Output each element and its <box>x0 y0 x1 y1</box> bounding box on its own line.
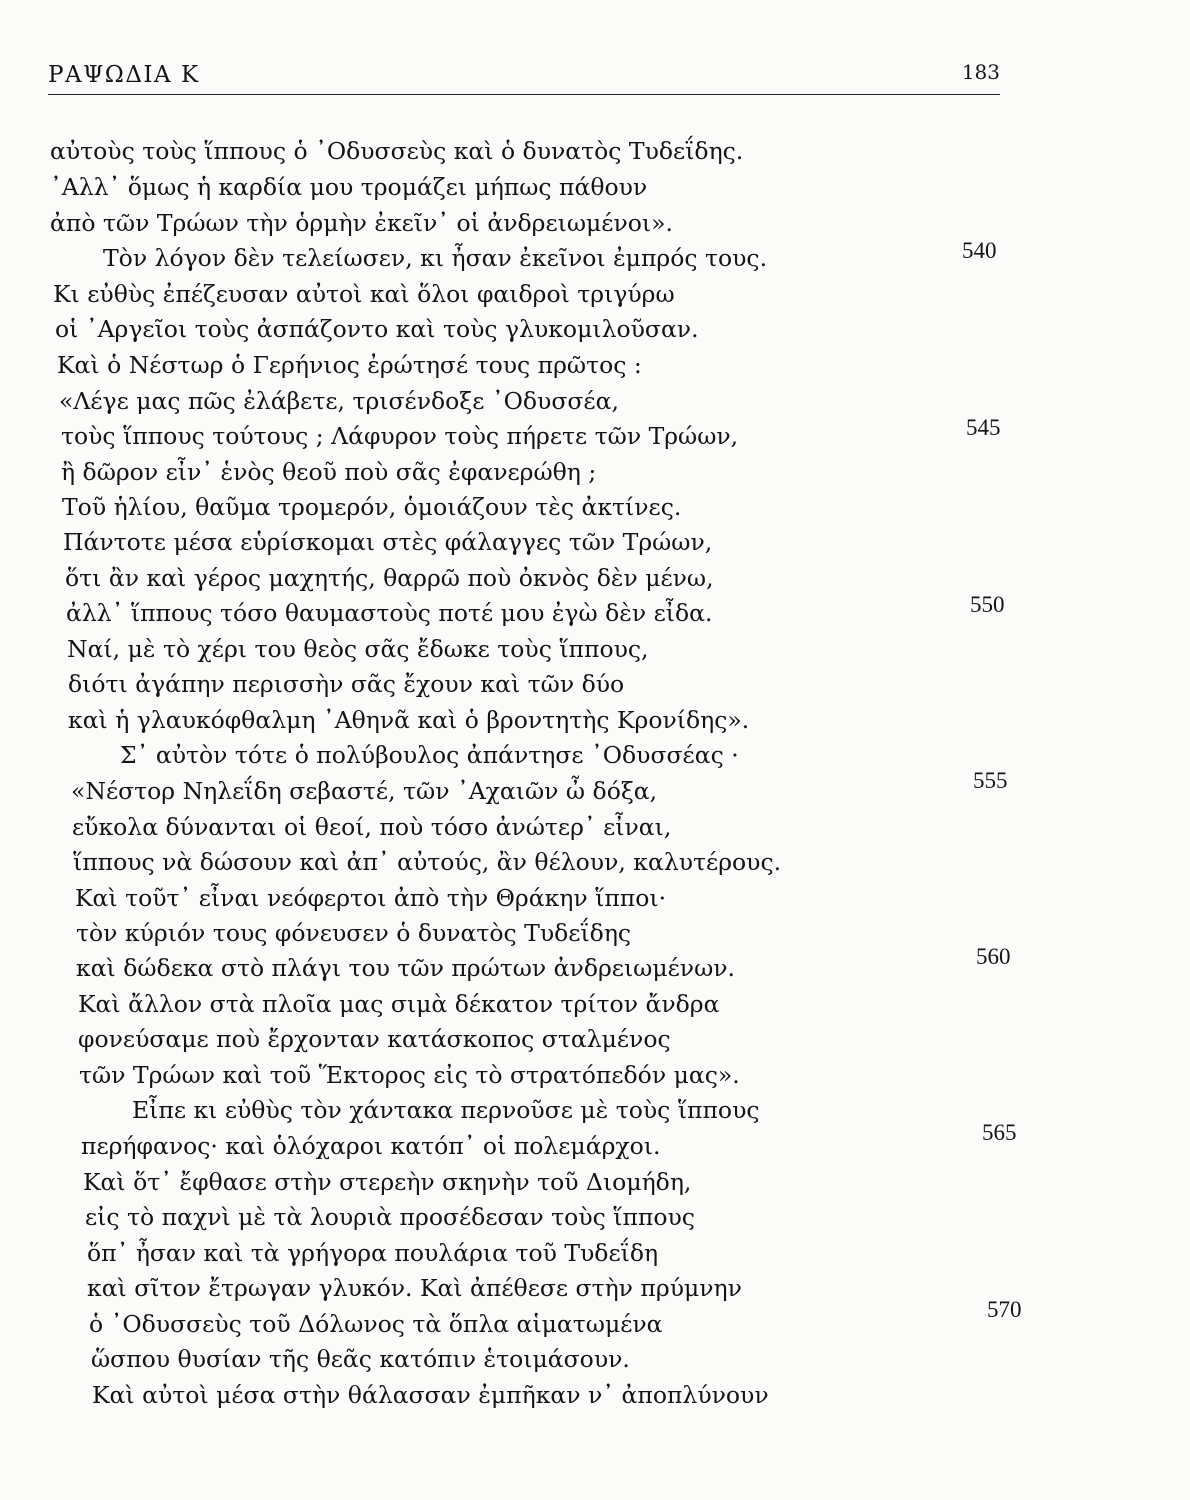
verse-line: «Νέστορ Νηλεΐδη σεβαστέ, τῶν ᾿Αχαιῶν ὦ δόξα, <box>71 777 658 805</box>
line-number-550: 550 <box>970 592 1005 617</box>
verse-line: Καὶ αὐτοὶ μέσα στὴν θάλασσαν ἐμπῆκαν ν᾿ ἀποπλύνουν <box>92 1381 769 1409</box>
verse-line: φονεύσαμε ποὺ ἔρχονταν κατάσκοπος σταλμένος <box>78 1025 671 1053</box>
verse-line: Πάντοτε μέσα εὑρίσκομαι στὲς φάλαγγες τῶν Τρώων, <box>63 528 713 556</box>
verse-line: ὅτι ἂν καὶ γέρος μαχητής, θαρρῶ ποὺ ὀκνὸς δὲν μένω, <box>65 564 714 592</box>
verse-line: Σ᾿ αὐτὸν τότε ὁ πολύβουλος ἀπάντησε ᾿Οδυσσέας · <box>120 741 739 769</box>
verse-line: ὥσπου θυσίαν τῆς θεᾶς κατόπιν ἑτοιμάσουν. <box>91 1345 630 1373</box>
verse-line: οἱ ᾿Αργεῖοι τοὺς ἀσπάζοντο καὶ τοὺς γλυκομιλοῦσαν. <box>55 315 699 343</box>
verse-line: Τὸν λόγον δὲν τελείωσεν, κι ἦσαν ἐκεῖνοι ἐμπρός τους. <box>103 244 768 272</box>
running-title: ΡΑΨΩΔΙΑ Κ <box>48 62 200 88</box>
verse-line: ὅπ᾿ ἦσαν καὶ τὰ γρήγορα πουλάρια τοῦ Τυδεΐδη <box>87 1239 659 1267</box>
verse-line: καὶ δώδεκα στὸ πλάγι του τῶν πρώτων ἀνδρειωμένων. <box>76 954 735 982</box>
verse-line: Ναί, μὲ τὸ χέρι του θεὸς σᾶς ἔδωκε τοὺς ἵππους, <box>67 635 649 663</box>
verse-line: περήφανος· καὶ ὁλόχαροι κατόπ᾿ οἱ πολεμάρχοι. <box>81 1132 661 1160</box>
verse-line: αὐτοὺς τοὺς ἵππους ὁ ᾿Οδυσσεὺς καὶ ὁ δυνατὸς Τυδεΐδης. <box>50 137 744 165</box>
line-number-565: 565 <box>982 1120 1017 1145</box>
verse-line: ἀλλ᾿ ἵππους τόσο θαυμαστοὺς ποτέ μου ἐγὼ δὲν εἶδα. <box>66 599 713 627</box>
verse-line: καὶ σῖτον ἔτρωγαν γλυκόν. Καὶ ἀπέθεσε στὴν πρύμνην <box>87 1274 742 1302</box>
verse-line: ἵππους νὰ δώσουν καὶ ἀπ᾿ αὐτούς, ἂν θέλουν, καλυτέρους. <box>73 848 782 876</box>
verse-line: ὁ ᾿Οδυσσεὺς τοῦ Δόλωνος τὰ ὅπλα αἱματωμένα <box>89 1310 663 1338</box>
verse-line: διότι ἀγάπην περισσὴν σᾶς ἔχουν καὶ τῶν δύο <box>68 670 625 698</box>
verse-line: Τοῦ ἡλίου, θαῦμα τρομερόν, ὁμοιάζουν τὲς ἀκτίνες. <box>62 493 682 521</box>
verse-line: Καὶ ὅτ᾿ ἔφθασε στὴν στερεὴν σκηνὴν τοῦ Διομήδη, <box>83 1168 692 1196</box>
verse-line: εἰς τὸ παχνὶ μὲ τὰ λουριὰ προσέδεσαν τοὺς ἵππους <box>85 1203 695 1231</box>
verse-line: τὸν κύριόν τους φόνευσεν ὁ δυνατὸς Τυδεΐδης <box>76 919 632 947</box>
verse-line: Καὶ ἄλλον στὰ πλοῖα μας σιμὰ δέκατον τρίτον ἄνδρα <box>78 990 720 1018</box>
verse-line: Κι εὐθὺς ἐπέζευσαν αὐτοὶ καὶ ὅλοι φαιδροὶ τριγύρω <box>53 280 675 308</box>
line-number-545: 545 <box>966 415 1001 440</box>
verse-line: τοὺς ἵππους τούτους ; Λάφυρον τοὺς πήρετε τῶν Τρώων, <box>61 422 739 450</box>
verse-line: Καὶ ὁ Νέστωρ ὁ Γερήνιος ἐρώτησέ τους πρῶτος : <box>57 351 642 379</box>
verse-line: «Λέγε μας πῶς ἐλάβετε, τρισένδοξε ᾿Οδυσσέα, <box>59 387 619 415</box>
verse-line: εὔκολα δύνανται οἱ θεοί, ποὺ τόσο ἀνώτερ᾿ εἶναι, <box>72 813 672 841</box>
line-number-570: 570 <box>987 1297 1022 1322</box>
verse-line: καὶ ἡ γλαυκόφθαλμη ᾿Αθηνᾶ καὶ ὁ βροντητὴς Κρονίδης». <box>68 706 750 734</box>
verse-line: ἢ δῶρον εἶν᾿ ἑνὸς θεοῦ ποὺ σᾶς ἐφανερώθη ; <box>61 458 597 486</box>
line-number-540: 540 <box>962 238 997 263</box>
verse-line: Καὶ τοῦτ᾿ εἶναι νεόφερτοι ἀπὸ τὴν Θράκην ἵπποι· <box>75 884 667 912</box>
page-number: 183 <box>961 60 1000 84</box>
verse-line: ᾿Αλλ᾿ ὅμως ἡ καρδία μου τρομάζει μήπως πάθουν <box>50 173 648 201</box>
verse-line: ἀπὸ τῶν Τρώων τὴν ὁρμὴν ἐκεῖν᾿ οἱ ἀνδρειωμένοι». <box>50 209 673 237</box>
line-number-555: 555 <box>973 768 1008 793</box>
line-number-560: 560 <box>976 944 1011 969</box>
verse-line: Εἶπε κι εὐθὺς τὸν χάντακα περνοῦσε μὲ τοὺς ἵππους <box>132 1096 760 1124</box>
verse-line: τῶν Τρώων καὶ τοῦ Ἕκτορος εἰς τὸ στρατόπεδόν μας». <box>79 1061 740 1089</box>
